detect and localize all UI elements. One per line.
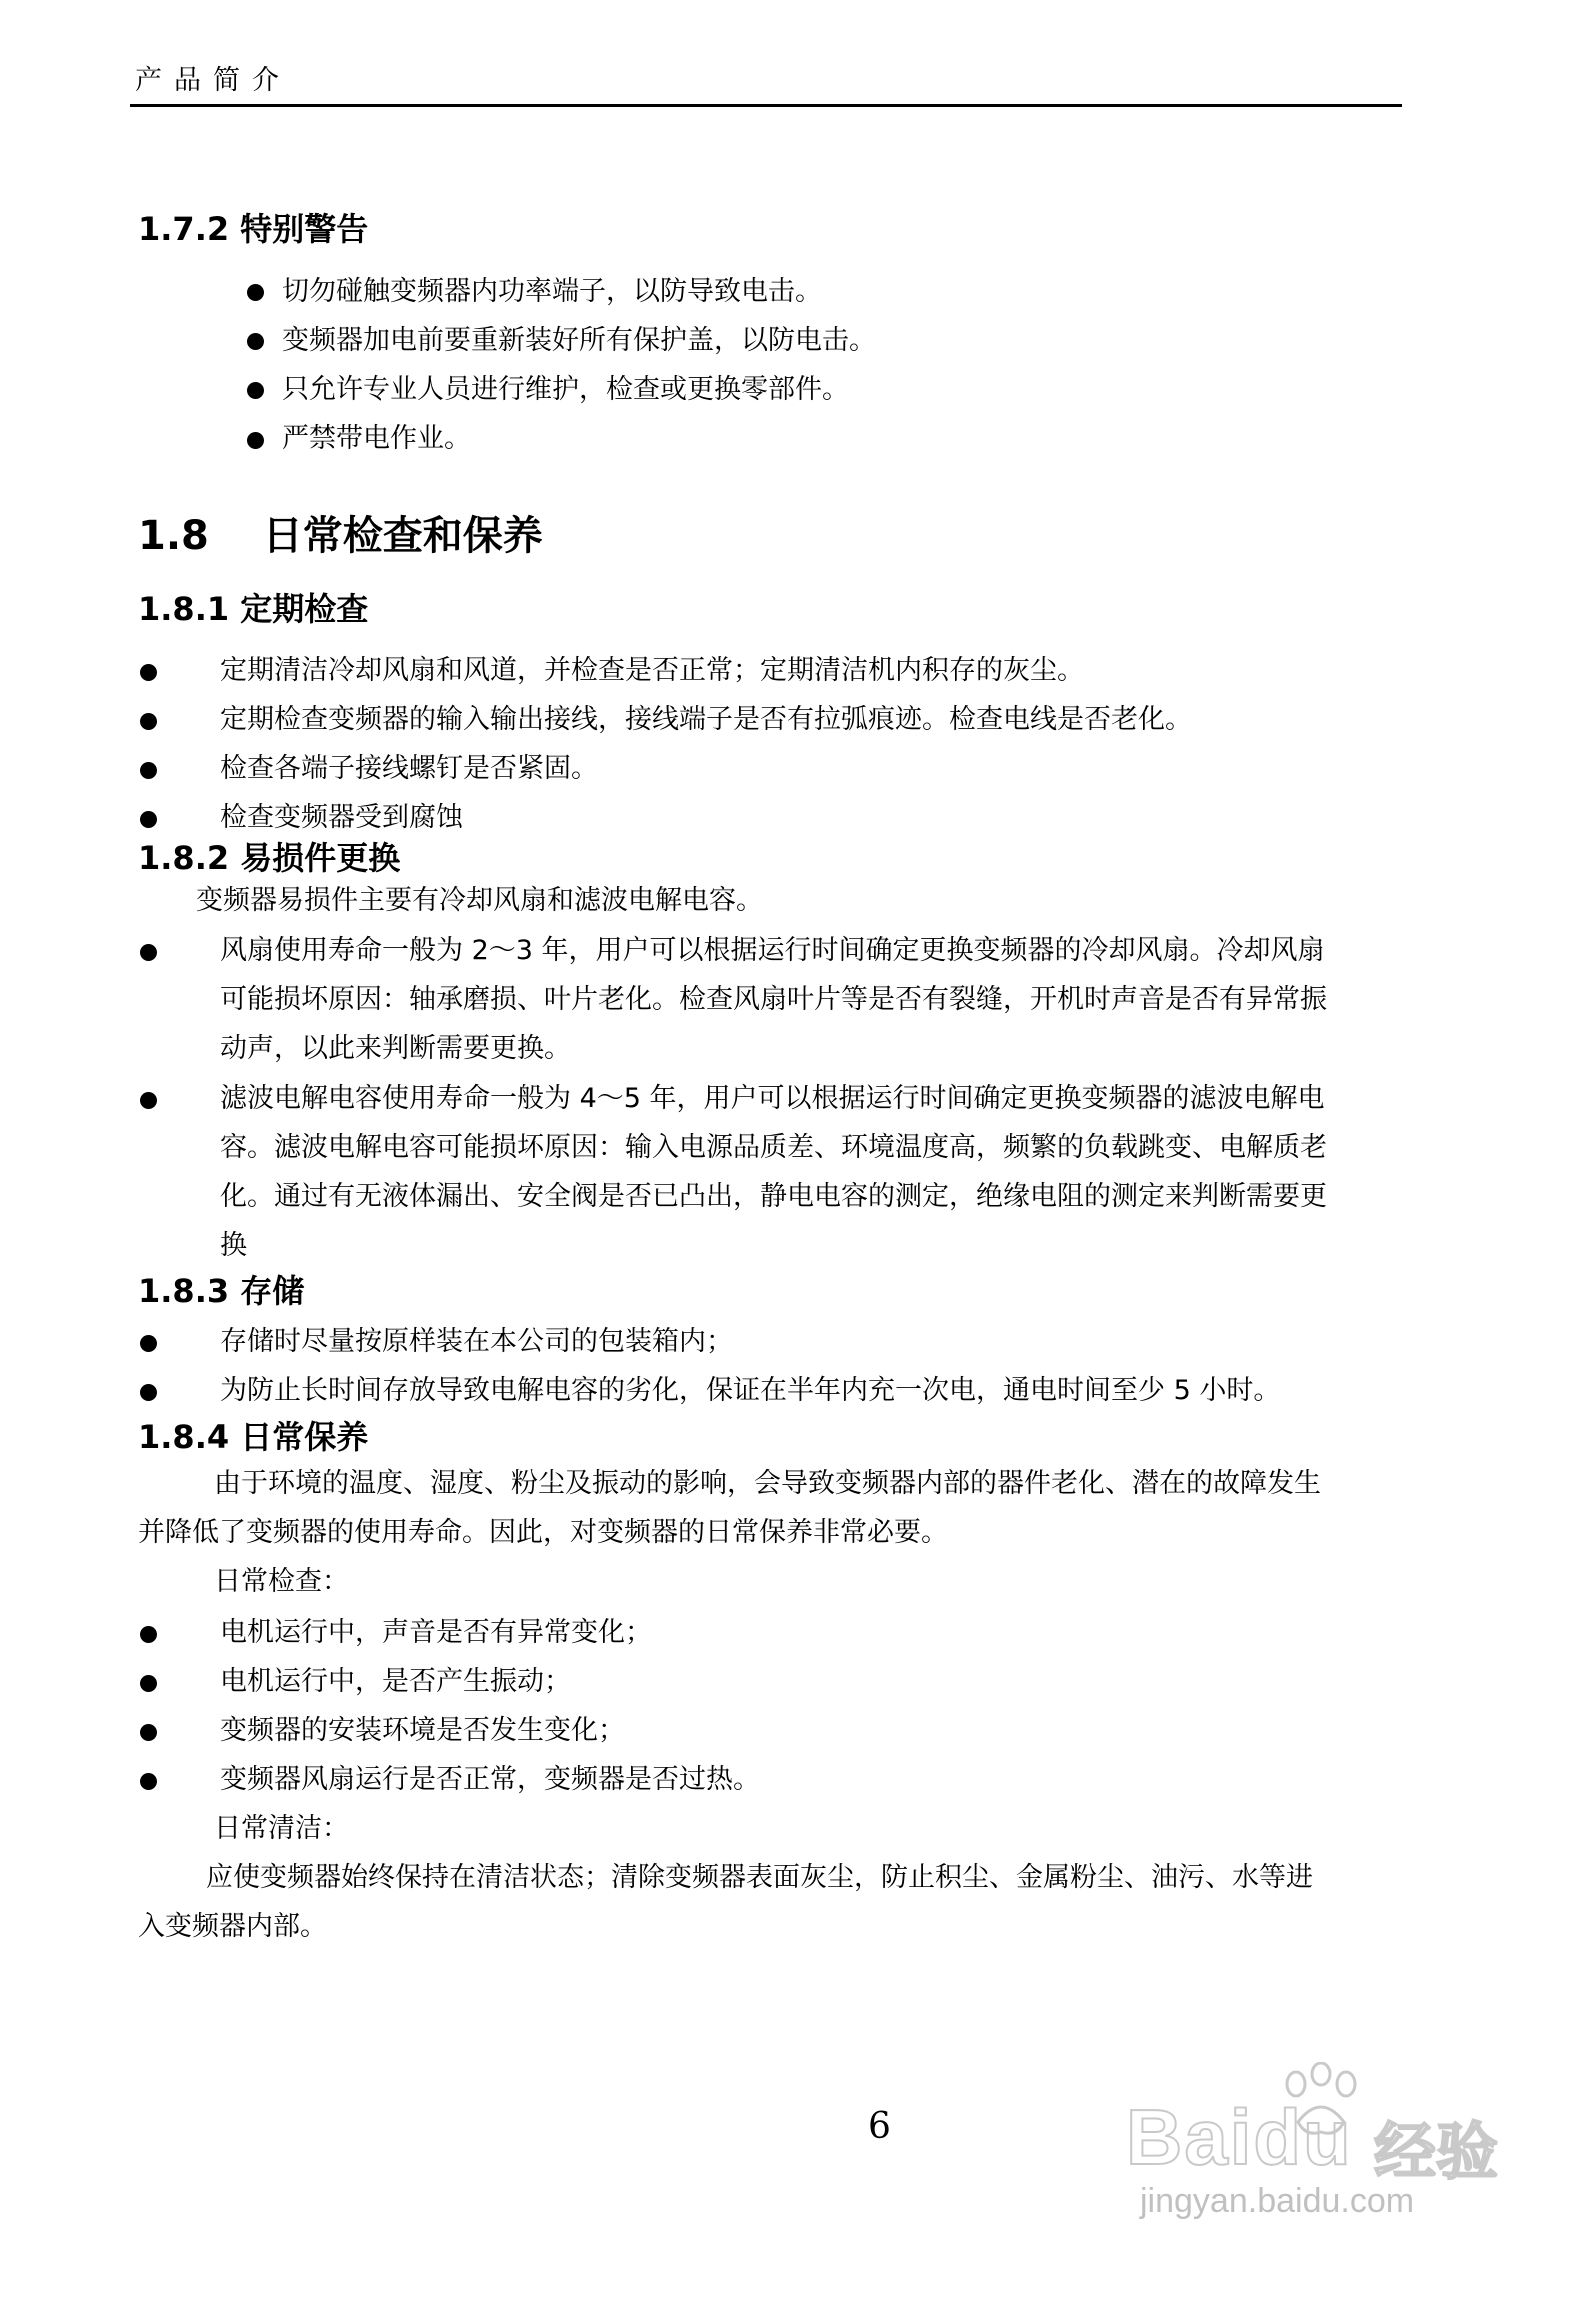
list-item: 定期清洁冷却风扇和风道，并检查是否正常；定期清洁机内积存的灰尘。	[220, 655, 1084, 686]
subsection-label: 日常检查：	[214, 1566, 349, 1597]
section-1-8-heading: 1.8 日常检查和保养	[138, 513, 543, 559]
bullet-icon	[140, 944, 157, 961]
paragraph-line: 并降低了变频器的使用寿命。因此，对变频器的日常保养非常必要。	[138, 1517, 948, 1548]
paragraph-line: 入变频器内部。	[138, 1911, 327, 1942]
list-item-line: 风扇使用寿命一般为 2～3 年，用户可以根据运行时间确定更换变频器的冷却风扇。冷却风扇	[220, 935, 1325, 966]
list-item: 检查各端子接线螺钉是否紧固。	[220, 753, 598, 784]
list-item-line: 滤波电解电容使用寿命一般为 4～5 年，用户可以根据运行时间确定更换变频器的滤波电解电	[220, 1083, 1325, 1114]
paragraph-line: 由于环境的温度、湿度、粉尘及振动的影响，会导致变频器内部的器件老化、潜在的故障发生	[214, 1468, 1321, 1499]
list-item: 变频器加电前要重新装好所有保护盖，以防电击。	[282, 325, 876, 356]
watermark-url: jingyan.baidu.com	[1140, 2182, 1415, 2220]
list-item-line: 容。滤波电解电容可能损坏原因：输入电源品质差、环境温度高，频繁的负载跳变、电解质老	[220, 1132, 1327, 1163]
list-item: 电机运行中，是否产生振动；	[220, 1666, 571, 1697]
list-item: 定期检查变频器的输入输出接线，接线端子是否有拉弧痕迹。检查电线是否老化。	[220, 704, 1192, 735]
list-item: 电机运行中，声音是否有异常变化；	[220, 1617, 652, 1648]
section-1-8-2-heading: 1.8.2 易损件更换	[138, 839, 401, 877]
watermark-logo-cn: 经验	[1374, 2115, 1499, 2188]
list-item: 严禁带电作业。	[282, 423, 471, 454]
header-rule	[130, 104, 1402, 107]
section-1-8-1-heading: 1.8.1 定期检查	[138, 590, 369, 628]
section-1-7-2-heading: 1.7.2 特别警告	[138, 210, 369, 248]
list-item-line: 动声，以此来判断需要更换。	[220, 1033, 571, 1064]
section-1-8-4-heading: 1.8.4 日常保养	[138, 1418, 369, 1456]
bullet-icon	[140, 664, 157, 681]
bullet-icon	[247, 432, 264, 449]
bullet-icon	[140, 762, 157, 779]
page-number: 6	[868, 2106, 891, 2147]
bullet-icon	[140, 1675, 157, 1692]
bullet-icon	[247, 333, 264, 350]
subsection-label: 日常清洁：	[214, 1813, 349, 1844]
list-item: 存储时尽量按原样装在本公司的包装箱内；	[220, 1326, 733, 1357]
running-header: 产品简介	[135, 65, 291, 96]
bullet-icon	[140, 1092, 157, 1109]
paragraph: 变频器易损件主要有冷却风扇和滤波电解电容。	[196, 885, 763, 916]
bullet-icon	[140, 1335, 157, 1352]
baidu-jingyan-watermark	[1126, 2062, 1526, 2232]
bullet-icon	[140, 1724, 157, 1741]
list-item: 切勿碰触变频器内功率端子，以防导致电击。	[282, 276, 822, 307]
list-item-line: 换	[220, 1230, 247, 1261]
list-item: 为防止长时间存放导致电解电容的劣化，保证在半年内充一次电，通电时间至少 5 小时。	[220, 1375, 1281, 1406]
bullet-icon	[140, 811, 157, 828]
bullet-icon	[247, 284, 264, 301]
bullet-icon	[140, 1384, 157, 1401]
list-item: 检查变频器受到腐蚀	[220, 802, 463, 833]
list-item: 只允许专业人员进行维护，检查或更换零部件。	[282, 374, 849, 405]
bullet-icon	[140, 713, 157, 730]
list-item-line: 化。通过有无液体漏出、安全阀是否已凸出，静电电容的测定，绝缘电阻的测定来判断需要更	[220, 1181, 1327, 1212]
bullet-icon	[140, 1773, 157, 1790]
bullet-icon	[140, 1626, 157, 1643]
paragraph-line: 应使变频器始终保持在清洁状态；清除变频器表面灰尘，防止积尘、金属粉尘、油污、水等进	[206, 1862, 1313, 1893]
bullet-icon	[247, 382, 264, 399]
list-item: 变频器的安装环境是否发生变化；	[220, 1715, 625, 1746]
list-item: 变频器风扇运行是否正常，变频器是否过热。	[220, 1764, 760, 1795]
list-item-line: 可能损坏原因：轴承磨损、叶片老化。检查风扇叶片等是否有裂缝，开机时声音是否有异常振	[220, 984, 1327, 1015]
section-1-8-3-heading: 1.8.3 存储	[138, 1272, 305, 1310]
watermark-logo: Baidu	[1126, 2093, 1353, 2181]
